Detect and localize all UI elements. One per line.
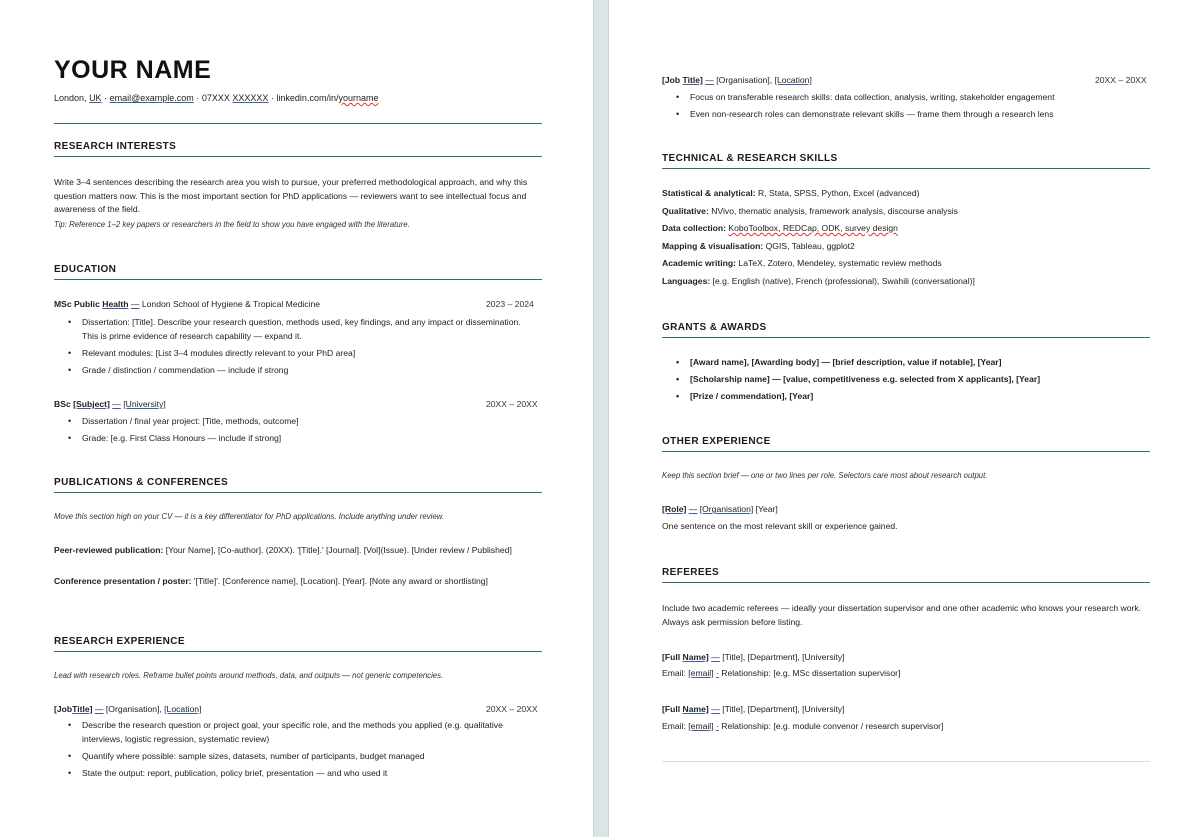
section-rule — [662, 168, 1150, 169]
list-item: • Dissertation / final year project: [Title, methods, outcome] — [54, 415, 534, 429]
list-item: • Even non-research roles can demonstrate relevant skills — frame them through a research lens — [662, 108, 1152, 122]
job1-entry-title: [JobTitle] — [Organisation], [Location] — [54, 704, 202, 714]
grants-heading: GRANTS & AWARDS — [662, 322, 767, 333]
grants-list — [662, 356, 1152, 407]
research-interests-body: Write 3–4 sentences describing the research area you wish to pursue, your preferred methodological approach, and why this question matters now. This is the most important section for PhD applications — reviewers want to see intellectual focus and awareness of the field. — [54, 177, 528, 214]
list-item: • [Award name], [Awarding body] — [brief description, value if notable], [Year] — [662, 356, 1152, 370]
job2-entry-title: [Job Title] — [Organisation], [Location] — [662, 75, 812, 85]
job2-dates: 20XX – 20XX — [1095, 75, 1147, 85]
contact-email[interactable]: email@example.com — [109, 93, 194, 103]
section-rule — [54, 651, 542, 652]
contact-separator: · — [104, 93, 108, 103]
section-rule — [662, 582, 1150, 583]
job2-bullets — [662, 91, 1152, 125]
list-item: • [Scholarship name] — [value, competitiveness e.g. selected from X applicants], [Year] — [662, 373, 1152, 387]
job1-dates: 20XX – 20XX — [486, 704, 538, 714]
bsc-bullets — [54, 415, 534, 449]
list-item: • Grade / distinction / commendation — include if strong — [54, 364, 534, 378]
other-role-description: One sentence on the most relevant skill or experience gained. — [662, 521, 898, 531]
contact-phone-a: 07XXX — [201, 93, 230, 103]
other-role-line: [Role] — [Organisation] [Year] — [662, 504, 778, 514]
msc-entry-title: MSc Public Health — London School of Hygiene & Tropical Medicine — [54, 299, 321, 309]
list-item: • State the output: report, publication, policy brief, presentation — and who used it — [54, 767, 534, 781]
section-rule — [54, 279, 542, 280]
job1-bullets — [54, 719, 534, 784]
publications-heading: PUBLICATIONS & CONFERENCES — [54, 477, 229, 488]
education-heading: EDUCATION — [54, 264, 117, 275]
skill-row: Qualitative: NVivo, thematic analysis, framework analysis, discourse analysis — [662, 206, 958, 216]
skill-row: Academic writing: LaTeX, Zotero, Mendeley, systematic review methods — [662, 258, 942, 268]
skill-row: Languages: [e.g. English (native), French (professional), Swahili (conversational)] — [662, 276, 975, 286]
research-experience-note: Lead with research roles. Reframe bullet points around methods, data, and outputs — not generic competencies. — [54, 671, 444, 680]
skill-row: Statistical & analytical: R, Stata, SPSS, Python, Excel (advanced) — [662, 188, 920, 198]
cv-name: YOUR NAME — [54, 56, 212, 84]
list-item: • Quantify where possible: sample sizes, datasets, number of participants, budget managed — [54, 750, 534, 764]
referees-heading: REFEREES — [662, 567, 720, 578]
bsc-entry-title: BSc [Subject] — [University] — [54, 399, 166, 409]
section-rule — [54, 492, 542, 493]
header-rule — [54, 123, 542, 124]
footer-rule — [662, 761, 1150, 762]
referee1-contact-line: Email: [email] · Relationship: [e.g. MSc dissertation supervisor] — [662, 668, 901, 678]
list-item: • Relevant modules: [List 3–4 modules directly relevant to your PhD area] — [54, 347, 534, 361]
section-rule — [662, 451, 1150, 452]
contact-country: UK — [89, 93, 102, 103]
section-rule — [54, 156, 542, 157]
other-experience-note: Keep this section brief — one or two lines per role. Selectors care most about research output. — [662, 471, 988, 480]
list-item: • Focus on transferable research skills: data collection, analysis, writing, stakeholder engagement — [662, 91, 1152, 105]
msc-dates: 2023 – 2024 — [486, 299, 534, 309]
referee2-contact-line: Email: [email] · Relationship: [e.g. module convenor / research supervisor] — [662, 721, 944, 731]
publications-note: Move this section high on your CV — it is a key differentiator for PhD applications. Include anything under review. — [54, 512, 445, 521]
skills-heading: TECHNICAL & RESEARCH SKILLS — [662, 153, 838, 164]
research-experience-heading: RESEARCH EXPERIENCE — [54, 636, 185, 647]
msc-bullets — [54, 316, 534, 381]
contact-separator: · — [196, 93, 200, 103]
bsc-dates: 20XX – 20XX — [486, 399, 538, 409]
referee1-email[interactable]: [email] — [688, 668, 714, 678]
section-rule — [662, 337, 1150, 338]
contact-separator: · — [270, 93, 274, 103]
cv-page-2 — [608, 0, 1200, 837]
contact-phone-b: XXXXXX — [232, 93, 269, 103]
list-item: • Grade: [e.g. First Class Honours — include if strong] — [54, 432, 534, 446]
referee2-email[interactable]: [email] — [688, 721, 714, 731]
list-item: • Describe the research question or project goal, your specific role, and the methods you applied (e.g. qualitative interviews, logistic regression, systematic review) — [54, 719, 534, 746]
contact-location: London, — [54, 93, 87, 103]
skill-row: Mapping & visualisation: QGIS, Tableau, ggplot2 — [662, 241, 855, 251]
referee2-name-line: [Full Name] — [Title], [Department], [University] — [662, 704, 845, 714]
skill-row: Data collection: KoboToolbox, REDCap, ODK, survey design — [662, 223, 898, 233]
contact-linkedin[interactable]: linkedin.com/in/yourname — [276, 93, 379, 103]
contact-line — [54, 93, 378, 103]
conference-presentation: Conference presentation / poster: '[Title]'. [Conference name], [Location]. [Year]. [Note any award or shortlisting] — [54, 576, 488, 586]
referees-intro: Include two academic referees — ideally your dissertation supervisor and one other academic who knows your research work. Always ask permission before listing. — [662, 603, 1142, 627]
other-experience-heading: OTHER EXPERIENCE — [662, 436, 771, 447]
referee1-name-line: [Full Name] — [Title], [Department], [University] — [662, 652, 845, 662]
peer-reviewed-publication: Peer-reviewed publication: [Your Name], [Co-author]. (20XX). '[Title].' [Journal]. [Vol](Issue). [Under review / Published] — [54, 545, 512, 555]
research-interests-tip: Tip: Reference 1–2 key papers or researchers in the field to show you have engaged with the literature. — [54, 220, 410, 229]
research-interests-heading: RESEARCH INTERESTS — [54, 141, 177, 152]
list-item: • [Prize / commendation], [Year] — [662, 390, 1152, 404]
cv-page-1 — [0, 0, 594, 837]
list-item: • Dissertation: [Title]. Describe your research question, methods used, key findings, and any impact or dissemination. This is prime evidence of research capability — expand it. — [54, 316, 534, 343]
